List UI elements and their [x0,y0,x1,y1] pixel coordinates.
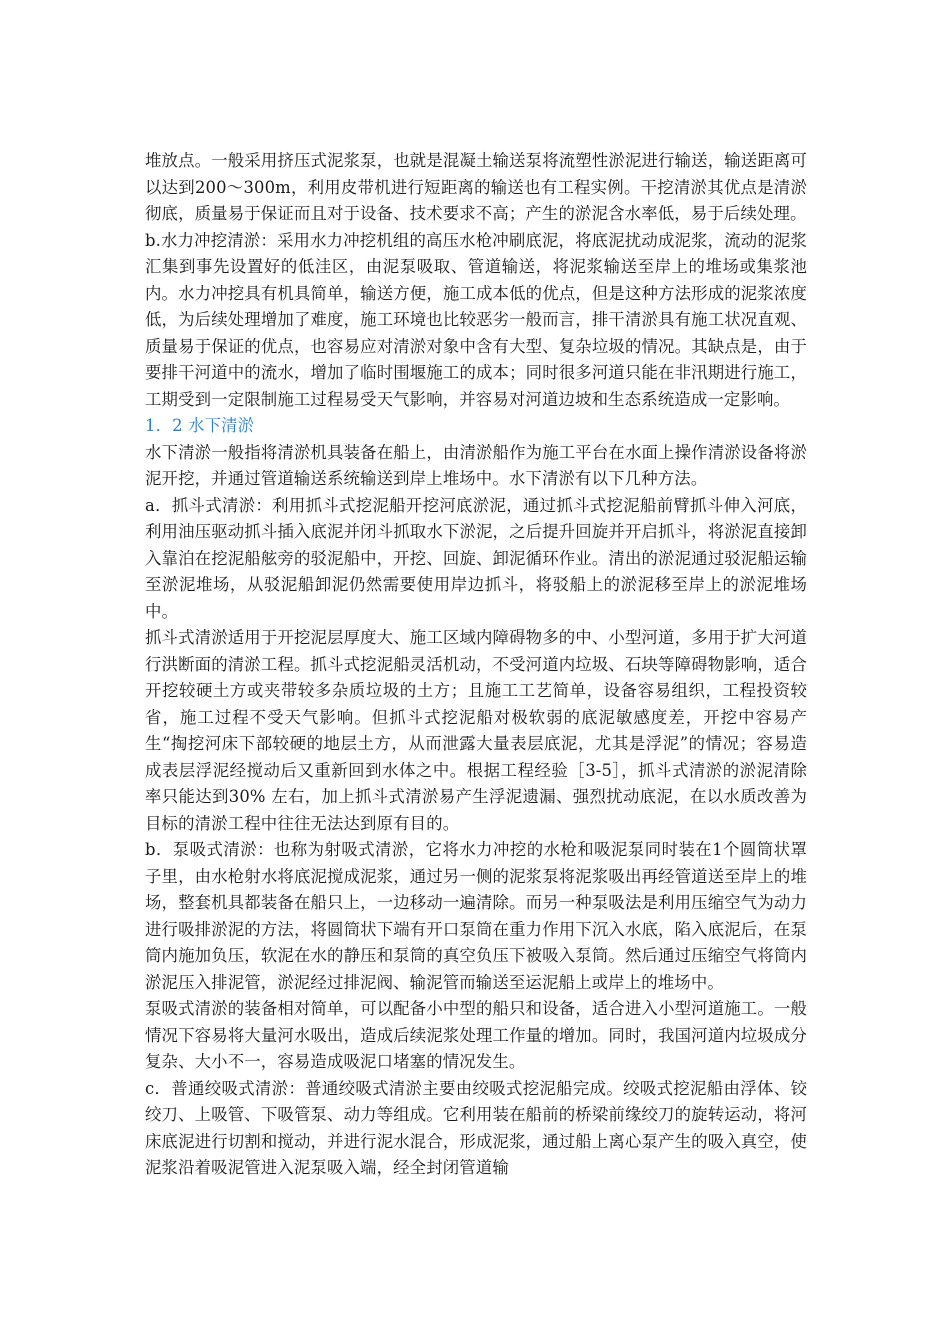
paragraph-hydraulic-flushing: b.水力冲挖清淤：采用水力冲挖机组的高压水枪冲刷底泥，将底泥扰动成泥浆，流动的泥浆汇集到事先设置好的低洼区，由泥泵吸取、管道输送，将泥浆输送至岸上的堆场或集浆池内。水力冲挖具有机具简单，输送方便，施工成本低的优点，但是这种方法形成的泥浆浓度低，为后续处理增加了难度，施工环境也比较恶劣一般而言，排干清淤具有施工状况直观、质量易于保证的优点，也容易应对清淤对象中含有大型、复杂垃圾的情况。其缺点是，由于要排干河道中的流水，增加了临时围堰施工的成本；同时很多河道只能在非汛期进行施工，工期受到一定限制施工过程易受天气影响，并容易对河道边坡和生态系统造成一定影响。 [145,230,807,409]
section-heading-underwater-dredging: 1．2 水下清淤 [145,416,255,435]
paragraph-cutter-suction-dredging: c．普通绞吸式清淤：普通绞吸式清淤主要由绞吸式挖泥船完成。绞吸式挖泥船由浮体、铰绞刀、上吸管、下吸管泵、动力等组成。它利用装在船前的桥梁前缘绞刀的旋转运动，将河床底泥进行切割和搅动，并进行泥水混合，形成泥浆，通过船上离心泵产生的吸入真空，使泥浆沿着吸泥管进入泥泵吸入端，经全封闭管道输 [145,1078,807,1177]
paragraph-underwater-intro: 水下清淤一般指将清淤机具装备在船上，由清淤船作为施工平台在水面上操作清淤设备将淤泥开挖，并通过管道输送系统输送到岸上堆场中。水下清淤有以下几种方法。 [145,442,807,488]
paragraph-pump-suction-dredging: b．泵吸式清淤：也称为射吸式清淤，它将水力冲挖的水枪和吸泥泵同时装在1个圆筒状罩子里，由水枪射水将底泥搅成泥浆，通过另一侧的泥浆泵将泥浆吸出再经管道送至岸上的堆场，整套机具都装备在船只上，一边移动一遍清除。而另一种泵吸法是利用压缩空气为动力进行吸排淤泥的方法，将圆筒状下端有开口泵筒在重力作用下沉入水底，陷入底泥后，在泵筒内施加负压，软泥在水的静压和泵筒的真空负压下被吸入泵筒。然后通过压缩空气将筒内淤泥压入排泥管，淤泥经过排泥阀、输泥管而输送至运泥船上或岸上的堆场中。 [145,840,807,992]
paragraph-dry-dredging-end: 堆放点。一般采用挤压式泥浆泵，也就是混凝土输送泵将流塑性淤泥进行输送，输送距离可以达到200～300m，利用皮带机进行短距离的输送也有工程实例。干挖清淤其优点是清淤彻底，质量易于保证而且对于设备、技术要求不高；产生的淤泥含水率低，易于后续处理。 [145,151,807,223]
paragraph-grab-dredging-analysis: 抓斗式清淤适用于开挖泥层厚度大、施工区域内障碍物多的中、小型河道，多用于扩大河道行洪断面的清淤工程。抓斗式挖泥船灵活机动，不受河道内垃圾、石块等障碍物影响，适合开挖较硬土方或夹带较多杂质垃圾的土方；且施工工艺简单，设备容易组织，工程投资较省，施工过程不受天气影响。但抓斗式挖泥船对极软弱的底泥敏感度差，开挖中容易产生“掏挖河床下部较硬的地层土方，从而泄露大量表层底泥，尤其是浮泥”的情况；容易造成表层浮泥经搅动后又重新回到水体之中。根据工程经验［3-5］，抓斗式清淤的淤泥清除率只能达到30% 左右，加上抓斗式清淤易产生浮泥遗漏、强烈扰动底泥，在以水质改善为目标的清淤工程中往往无法达到原有目的。 [145,628,807,833]
document-body [145,148,807,1182]
paragraph-grab-dredging: a．抓斗式清淤：利用抓斗式挖泥船开挖河底淤泥，通过抓斗式挖泥船前臂抓斗伸入河底，利用油压驱动抓斗插入底泥并闭斗抓取水下淤泥，之后提升回旋并开启抓斗，将淤泥直接卸入靠泊在挖泥船舷旁的驳泥船中，开挖、回旋、卸泥循环作业。清出的淤泥通过驳泥船运输至淤泥堆场，从驳泥船卸泥仍然需要使用岸边抓斗，将驳船上的淤泥移至岸上的淤泥堆场中。 [145,495,807,621]
paragraph-pump-suction-analysis: 泵吸式清淤的装备相对简单，可以配备小中型的船只和设备，适合进入小型河道施工。一般情况下容易将大量河水吸出，造成后续泥浆处理工作量的增加。同时，我国河道内垃圾成分复杂、大小不一，容易造成吸泥口堵塞的情况发生。 [145,999,807,1071]
